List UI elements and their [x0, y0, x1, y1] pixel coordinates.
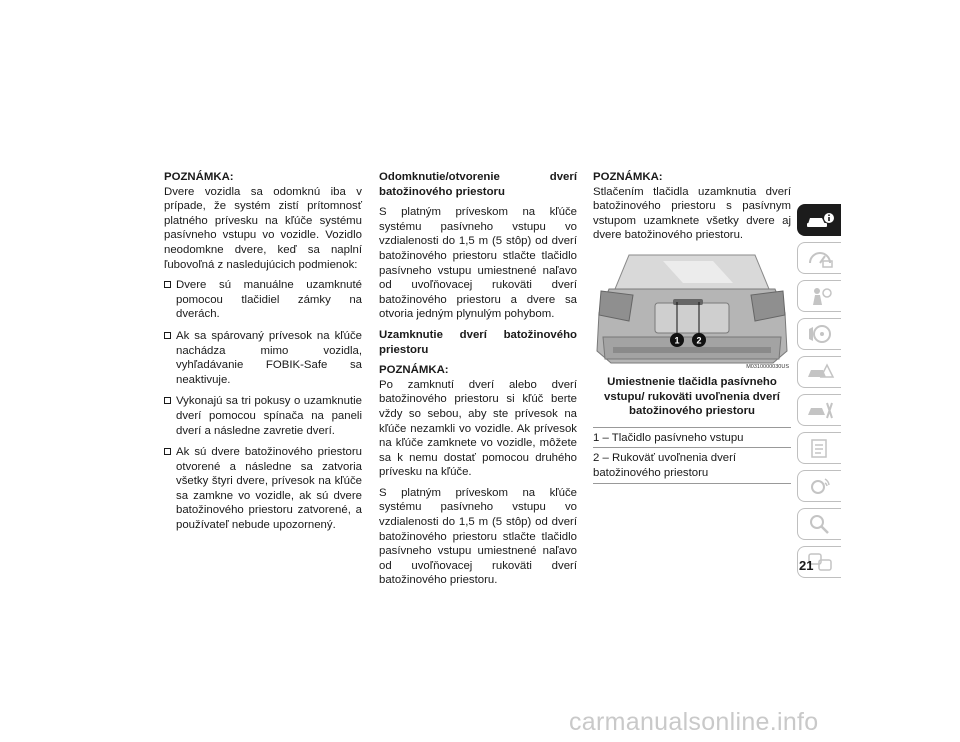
column-middle: [379, 170, 577, 594]
bullet-box-icon: [164, 281, 171, 288]
steering-icon: [805, 323, 835, 345]
tab-specs[interactable]: [797, 432, 841, 464]
section-heading-unlock: Odomknutie/otvorenie dverí batožinového priestoru: [379, 171, 577, 198]
service-icon: [805, 399, 835, 421]
safety-icon: [805, 285, 835, 307]
list-item: Ak sa spárovaný prívesok na kľúče nachádza mimo vozidla, vyhľadávanie FOBIK-Safe sa neaktivuje.: [164, 329, 362, 387]
note-title: POZNÁMKA:: [379, 364, 449, 377]
specs-icon: [805, 437, 835, 459]
figure-caption: Umiestnenie tlačidla pasívneho vstupu/ rukoväti uvoľnenia dverí batožinového priestoru: [604, 375, 780, 418]
note-text: Po zamknutí dverí alebo dverí batožinového priestoru si kľúč berte vždy so sebou, aby ste prívesok na kľúče nezamkli vo vozidle. Ak prívesok na kľúče zamknete vo vozidle, môžete sa k nemu dostať pomocou druhého prívesku na kľúče.: [379, 378, 577, 479]
bullet-box-icon: [164, 448, 171, 455]
note-text: Dvere vozidla sa odomknú iba v prípade, že systém zistí prítomnosť platného prívesku na kľúče systému pasívneho vstupu vo vozidle. Vozidlo neodomkne dvere, keď sa naplní ľubovoľná z nasledujúcich podmienok:: [164, 185, 362, 271]
list-item: Vykonajú sa tri pokusy o uzamknutie dverí pomocou spínača na paneli dverí a následne zavretie dverí.: [164, 394, 362, 438]
figure-legend: [593, 427, 791, 484]
figure-code: M0310000030US: [746, 363, 789, 370]
conditions-list: [164, 278, 362, 533]
column-right: [593, 170, 791, 484]
tab-multimedia[interactable]: [797, 470, 841, 502]
tab-search[interactable]: [797, 508, 841, 540]
emergency-icon: [805, 361, 835, 383]
legend-item: 2 – Rukoväť uvoľnenia dverí batožinového priestoru: [593, 448, 791, 483]
callout-1: 1: [674, 335, 680, 346]
tab-car-info[interactable]: [797, 204, 841, 236]
tab-dashboard[interactable]: [797, 242, 841, 274]
unlock-paragraph: S platným príveskom na kľúče systému pasívneho vstupu vo vzdialenosti do 1,5 m (5 stôp) od dverí batožinového priestoru stlačte tlačidlo pasívneho vstupu umiestnené naľavo od uvoľňovacej rukoväti dverí batožinového priestoru a dvere sa otvoria jedným plynulým pohybom.: [379, 206, 577, 321]
list-item: Ak sú dvere batožinového priestoru otvorené a následne sa zatvoria všetky štyri dvere, prívesok na kľúče sa zamkne vo vozidle, ak sú dvere batožinového priestoru zatvorené, a používateľ nebude upozornený.: [164, 445, 362, 533]
liftgate-illustration: [593, 251, 791, 371]
tab-safety[interactable]: [797, 280, 841, 312]
watermark: carmanualsonline.info: [569, 708, 819, 736]
page-number: 21: [799, 558, 814, 573]
section-heading-lock: Uzamknutie dverí batožinového priestoru: [379, 328, 577, 356]
dashboard-icon: [805, 247, 835, 269]
bullet-box-icon: [164, 397, 171, 404]
callout-2: 2: [696, 335, 702, 346]
tab-service[interactable]: [797, 394, 841, 426]
tab-steering[interactable]: [797, 318, 841, 350]
note-title: POZNÁMKA:: [593, 171, 663, 183]
list-item: Dvere sú manuálne uzamknuté pomocou tlačidiel zámky na dverách.: [164, 278, 362, 322]
liftgate-figure: [593, 251, 791, 371]
car-info-icon: [805, 210, 835, 230]
search-icon: [805, 513, 835, 535]
column-left: [164, 170, 362, 540]
note-text: Stlačením tlačidla uzamknutia dverí batožinového priestoru s pasívnym vstupom uzamknete všetky dvere aj dvere batožinového priestoru.: [593, 185, 791, 242]
bullet-box-icon: [164, 332, 171, 339]
tab-emergency[interactable]: [797, 356, 841, 388]
lock-paragraph: S platným príveskom na kľúče systému pasívneho vstupu vo vzdialenosti do 1,5 m (5 stôp) od dverí batožinového priestoru stlačte tlačidlo pasívneho vstupu umiestnené naľavo od uvoľňovacej rukoväti dverí batožinového priestoru.: [379, 486, 577, 587]
multimedia-icon: [805, 475, 835, 497]
legend-item: 1 – Tlačidlo pasívneho vstupu: [593, 428, 791, 449]
chapter-tabs: [797, 204, 841, 584]
note-title: POZNÁMKA:: [164, 171, 234, 183]
